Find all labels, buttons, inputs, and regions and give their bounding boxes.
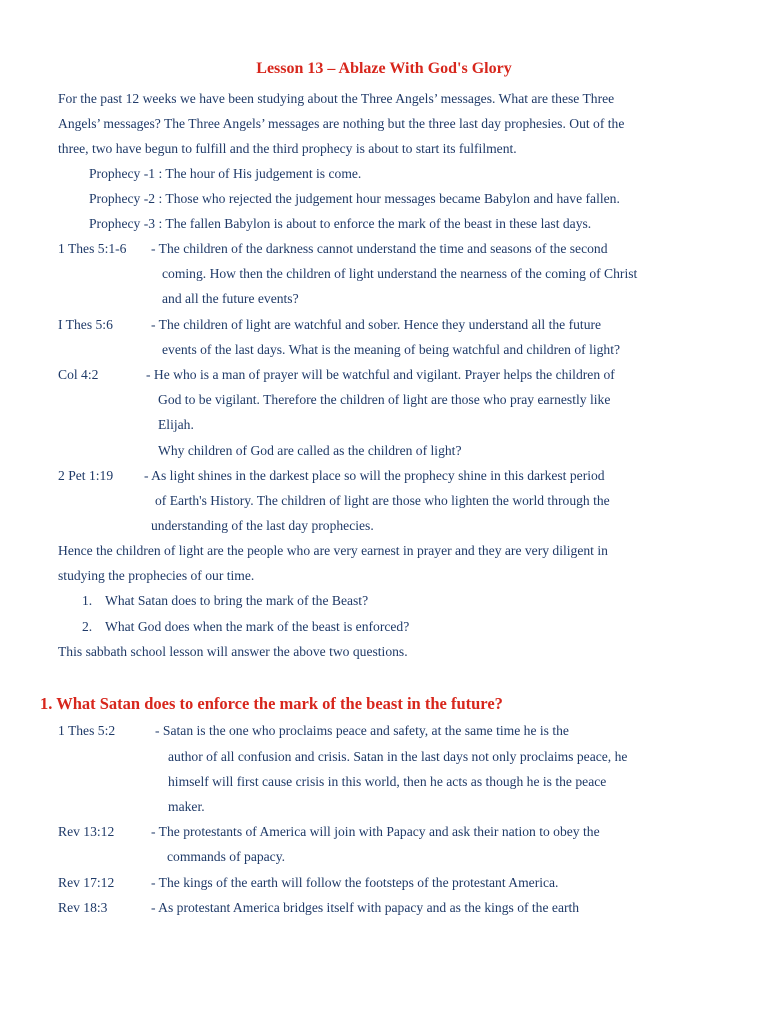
summary-line: studying the prophecies of our time.: [58, 568, 255, 583]
verse-line: author of all confusion and crisis. Satan in the last days not only proclaims peace, he: [168, 749, 628, 764]
intro-line: three, two have begun to fulfill and the third prophecy is about to start its fulfilment.: [58, 141, 517, 156]
section-heading: 1. What Satan does to enforce the mark of the beast in the future?: [40, 694, 503, 713]
closing-line: This sabbath school lesson will answer the above two questions.: [58, 644, 408, 659]
question-text: What Satan does to bring the mark of the Beast?: [105, 593, 369, 608]
verse-line: God to be vigilant. Therefore the children of light are those who pray earnestly like: [158, 392, 611, 407]
verse-line: commands of papacy.: [167, 849, 286, 864]
verse-line: and all the future events?: [162, 291, 299, 306]
verse-line: understanding of the last day prophecies.: [151, 518, 374, 533]
verse-line: himself will first cause crisis in this world, then he acts as though he is the peace: [168, 774, 607, 789]
verse-line: Why children of God are called as the children of light?: [158, 443, 462, 458]
verse-line: coming. How then the children of light understand the nearness of the coming of Christ: [162, 266, 638, 281]
verse-line: - Satan is the one who proclaims peace and safety, at the same time he is the: [155, 723, 569, 738]
intro-line: For the past 12 weeks we have been studying about the Three Angels’ messages. What are these Three: [58, 91, 615, 106]
verse-line: - The kings of the earth will follow the footsteps of the protestant America.: [151, 875, 559, 890]
verse-reference: Rev 13:12: [58, 824, 115, 839]
verse-line: events of the last days. What is the meaning of being watchful and children of light?: [162, 342, 621, 357]
verse-reference: I Thes 5:6: [58, 317, 113, 332]
verse-reference: 1 Thes 5:2: [58, 723, 116, 738]
verse-line: - As protestant America bridges itself with papacy and as the kings of the earth: [151, 900, 580, 915]
verse-line: - The protestants of America will join with Papacy and ask their nation to obey the: [151, 824, 600, 839]
verse-line: - The children of light are watchful and sober. Hence they understand all the future: [151, 317, 602, 332]
prophecy-line: Prophecy -1 : The hour of His judgement is come.: [89, 166, 362, 181]
prophecy-line: Prophecy -2 : Those who rejected the judgement hour messages became Babylon and have fallen.: [89, 191, 620, 206]
lesson-title: Lesson 13 – Ablaze With God's Glory: [256, 60, 512, 77]
prophecy-line: Prophecy -3 : The fallen Babylon is about to enforce the mark of the beast in these last days.: [89, 216, 592, 231]
verse-line: of Earth's History. The children of light are those who lighten the world through the: [155, 493, 610, 508]
question-number: 1.: [82, 593, 93, 608]
verse-line: - He who is a man of prayer will be watchful and vigilant. Prayer helps the children of: [146, 367, 615, 382]
verse-line: maker.: [168, 799, 205, 814]
verse-line: Elijah.: [158, 417, 194, 432]
verse-reference: Rev 18:3: [58, 900, 108, 915]
verse-reference: 2 Pet 1:19: [58, 468, 114, 483]
verse-line: - As light shines in the darkest place so will the prophecy shine in this darkest period: [144, 468, 605, 483]
intro-line: Angels’ messages? The Three Angels’ messages are nothing but the three last day prophesies. Out of the: [58, 116, 625, 131]
summary-line: Hence the children of light are the people who are very earnest in prayer and they are very diligent in: [58, 543, 608, 558]
question-number: 2.: [82, 619, 93, 634]
verse-reference: Rev 17:12: [58, 875, 115, 890]
verse-line: - The children of the darkness cannot understand the time and seasons of the second: [151, 241, 608, 256]
verse-reference: Col 4:2: [58, 367, 99, 382]
verse-reference: 1 Thes 5:1-6: [58, 241, 127, 256]
question-text: What God does when the mark of the beast is enforced?: [105, 619, 410, 634]
